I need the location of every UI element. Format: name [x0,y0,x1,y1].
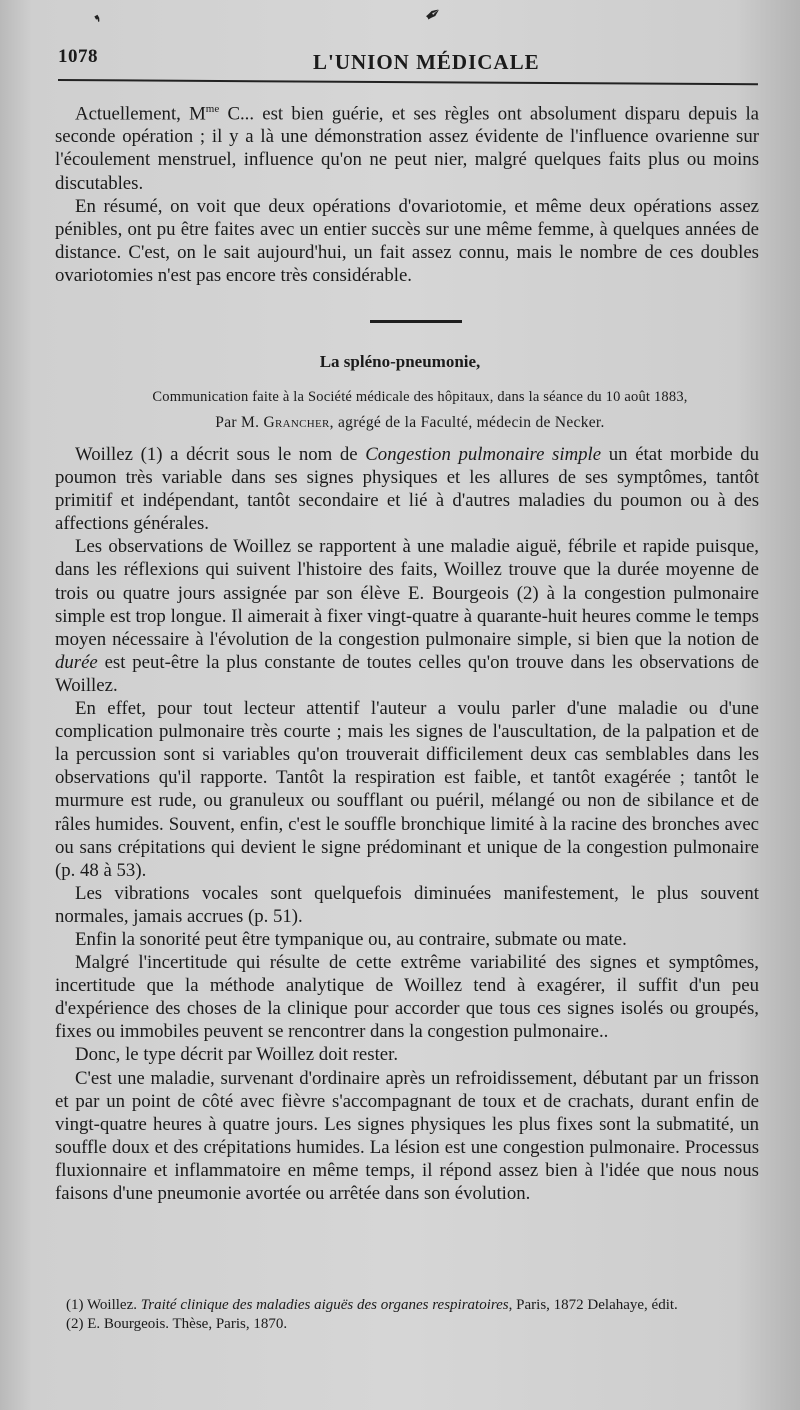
header-rule [58,79,758,85]
page-number: 1078 [58,46,98,67]
paragraph: Les observations de Woillez se rapportent à une maladie aiguë, fébrile et rapide puisque, dans les réflexions qui suivent l'histoire des faits, Woillez trouve que la durée moyenne de trois ou quatre jours assignée par son élève E. Bourgeois (2) à la congestion pulmonaire simple est trop longue. Il aimerait à fixer vingt-quatre à quarante-huit heures comme le temps moyen nécessaire à l'évolution de la congestion pulmonaire simple, si bien que la notion de durée est peut-être la plus constante de toutes celles qu'on trouve dans les observations de Woillez. [55,536,759,696]
intro-text [55,98,759,287]
paragraph: En effet, pour tout lecteur attentif l'auteur a voulu parler d'une maladie ou d'une complication pulmonaire très courte ; mais les signes de l'auscultation, de la palpation et de la percussion sont si variables qu'on trouverait difficilement deux cas semblables dans les observations qu'il rapporte. Tantôt la respiration est faible, et tantôt exagérée ; tantôt le murmure est rude, ou granuleux ou soufflant ou puéril, mélangé ou non de sibilance et de râles humides. Souvent, enfin, c'est le souffle bronchique limité à la racine des bronches avec ou sans crépitations qui devient le signe prédominant et unique de la congestion pulmonaire (p. 48 à 53). [55,698,759,881]
footnote: (1) Woillez. Traité clinique des maladies aiguës des organes respiratoires, Paris, 1872 Delahaye, édit. [66,1297,678,1313]
ink-mark: ❜ [92,11,109,35]
article-title: La spléno-pneumonie, [319,352,481,371]
communication-note: Communication faite à la Société médicale des hôpitaux, dans la séance du 10 août 1883, [152,389,688,405]
paragraph: Les vibrations vocales sont quelquefois diminuées manifestement, le plus souvent normales, jamais accrues (p. 51). [55,882,759,927]
paragraph: Malgré l'incertitude qui résulte de cette extrême variabilité des signes et symptômes, incertitude que la méthode analytique de Woillez tend à exagérer, il suffit d'un peu d'expérience des choses de la clinique pour accorder que tous ces signes isolés ou groupés, fixes ou immobiles peuvent se rencontrer dans la congestion pulmonaire.. [55,952,759,1043]
paragraph: Actuellement, $M^{me}$ C... est bien guérie, et ses règles ont absolument disparu depuis la seconde opération ; il y a là une démonstration assez évidente de l'influence ovarienne sur l'écoulement menstruel, influence qu'on ne peut nier, malgré quelques faits plus ou moins discutables. [55,103,760,194]
ink-mark: ✒ [420,1,447,29]
paragraph: Woillez (1) a décrit sous le nom de Congestion pulmonaire simple un état morbide du poumon très variable dans ses signes physiques et les allures de ses symptômes, tantôt primitif et indépendant, tantôt secondaire et lié à d'autres maladies du poumon ou à des affections générales. [55,444,760,535]
paragraph: C'est une maladie, survenant d'ordinaire après un refroidissement, débutant par un frisson et par un point de côté avec fièvre s'accompagnant de toux et de crachats, durant enfin de vingt-quatre heures à quatre jours. Les signes physiques les plus fixes sont la submatité, un souffle doux et des crépitations humides. La lésion est une congestion pulmonaire. Processus fluxionnaire et inflammatoire en même temps, il répond assez bien à l'idée que nous nous faisons d'une pneumonie avortée ou arrêtée dans son évolution. [55,1067,759,1204]
article-body [55,443,759,1205]
paragraph: Donc, le type décrit par Woillez doit rester. [75,1044,399,1066]
paragraph: Enfin la sonorité peut être tympanique ou, au contraire, submate ou mate. [75,928,627,950]
section-separator [370,320,462,323]
byline: Par M. Grancher, agrégé de la Faculté, médecin de Necker. [215,414,605,431]
paragraph: En résumé, on voit que deux opérations d'ovariotomie, et même deux opérations assez pénibles, ont pu être faites avec un entier succès sur une même femme, à quelques années de distance. C'est, on le sait aujourd'hui, un fait assez connu, mais le nombre de ces doubles ovariotomies n'est pas encore très considérable. [55,195,759,286]
running-title: L'UNION MÉDICALE [313,50,540,74]
footnotes [48,1296,753,1334]
footnote: (2) E. Bourgeois. Thèse, Paris, 1870. [66,1316,288,1332]
